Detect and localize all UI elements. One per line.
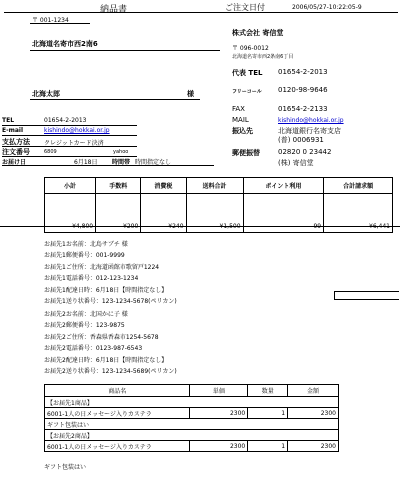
item-amount: 2300: [288, 441, 339, 452]
time-label: 時間帯: [112, 159, 131, 166]
summary-header: 小計: [45, 178, 96, 194]
item-qty: 1: [248, 408, 288, 419]
shipment-line: お届先2配達日時：6月18日【時間指定なし】: [44, 356, 168, 364]
company-tel: 01654-2-2013: [278, 68, 328, 76]
shipment-1: [44, 239, 177, 307]
payment-label: 支払方法: [2, 138, 30, 146]
order-date-value: 2006/05/27-10:22:05-9: [292, 4, 362, 11]
item-note: ギフト包装はい: [44, 464, 87, 471]
shipment-line: お届先1ご住所：北海道函館市歌留戸1224: [44, 263, 160, 271]
table-row: [45, 441, 339, 452]
items-table: [44, 384, 339, 452]
summary-value: ¥240: [141, 194, 186, 233]
items-note-row: [45, 419, 339, 430]
items-header: 数量: [248, 385, 288, 397]
mail-label: MAIL: [232, 116, 249, 124]
summary-value: ¥4,800: [45, 194, 96, 233]
company-mail-link[interactable]: kishindo@hokkai.or.jp: [278, 117, 344, 124]
freecall-number: 0120-98-9646: [278, 86, 328, 94]
delivery-underline: [2, 165, 214, 166]
customer-postal: 〒 001-1234: [32, 17, 69, 24]
customer-email-link[interactable]: kishindo@hokkai.or.jp: [44, 127, 110, 134]
shipment-line: お届先2郵便番号：123-9875: [44, 322, 125, 330]
shipment-line: お届先2お名前：北国かに子 様: [44, 311, 128, 318]
payment-method: クレジットカード決済: [44, 140, 104, 147]
company-address: 北海道名寄市西2条南6丁目: [232, 54, 294, 60]
items-header-row: [45, 385, 339, 397]
delivery-label: お届け日: [2, 159, 27, 166]
customer-name: 北海太郎: [32, 90, 60, 98]
item-note: ギフト包装はい: [45, 419, 339, 430]
shipment-line: お届先2ご住所：香森県香森市1254-5678: [44, 333, 159, 341]
address-underline: [30, 50, 220, 51]
summary-table: [44, 177, 393, 233]
postal-transfer-number: 02820 0 23442: [278, 148, 332, 156]
summary-value: -99: [243, 194, 324, 233]
postal-underline: [30, 23, 90, 24]
time-value: 時間指定なし: [135, 159, 172, 166]
item-qty: 1: [248, 441, 288, 452]
fax-label: FAX: [232, 105, 245, 113]
side-box: [334, 291, 399, 300]
company-name: 株式会社 寄信堂: [232, 29, 284, 37]
header-rule: [4, 12, 398, 13]
shipment-line: お届先1電話番号：012-123-1234: [44, 275, 139, 283]
item-price: 2300: [190, 408, 248, 419]
customer-tel: 01654-2-2013: [44, 117, 87, 124]
fax-number: 01654-2-2133: [278, 105, 328, 113]
tel-underline: [2, 125, 137, 126]
bank-name: 北海道銀行名寄支店: [278, 127, 341, 135]
items-section-row: [45, 397, 339, 408]
shipment-line: お届先2電話番号：0123-987-6543: [44, 345, 143, 353]
summary-value: ¥6,441: [324, 194, 393, 233]
document-title: 納品書: [100, 5, 128, 15]
shipment-line: お届先1お名前：北島サブチ 様: [44, 241, 128, 248]
item-name: 6001-1人の日メッセージ入りカステラ: [45, 441, 190, 452]
summary-value: ¥1,500: [186, 194, 243, 233]
tel-label: TEL: [2, 117, 15, 124]
email-label: E-mail: [2, 127, 24, 134]
summary-header-row: [45, 178, 393, 194]
delivery-date: 6月18日: [74, 159, 98, 166]
postal-transfer-name: (株) 寄信堂: [278, 159, 314, 167]
summary-value: ¥200: [96, 194, 141, 233]
freecall-label: フリーコール: [232, 89, 262, 95]
company-tel-label: 代表 TEL: [232, 69, 263, 77]
summary-header: 合計請求額: [324, 178, 393, 194]
customer-address: 北海道名寄市西2南6: [32, 40, 98, 48]
section-divider: [0, 226, 400, 227]
summary-header: ポイント利用: [243, 178, 324, 194]
items-header: 商品名: [45, 385, 190, 397]
items-section-label: 【お届先1商品】: [45, 397, 339, 408]
items-section-label: 【お届先2商品】: [45, 430, 339, 441]
shipment-line: お届先1配達日時：6月18日【時間指定なし】: [44, 286, 168, 294]
items-header: 金額: [288, 385, 339, 397]
item-price: 2300: [190, 441, 248, 452]
shipment-2: [44, 309, 177, 377]
item-amount: 2300: [288, 408, 339, 419]
shipment-line: お届先2送り状番号：123-1234-5689(ペリカン): [44, 368, 177, 376]
summary-header: 消費税: [141, 178, 186, 194]
order-source: yahoo: [113, 149, 129, 155]
order-no-label: 注文番号: [2, 148, 30, 156]
item-name: 6001-1人の日メッセージ入りカステラ: [45, 408, 190, 419]
honorific: 様: [187, 90, 194, 98]
email-underline: [2, 135, 137, 136]
company-postal: 〒 096-0012: [232, 45, 269, 52]
items-section-row: [45, 430, 339, 441]
summary-header: 送料合計: [186, 178, 243, 194]
shipment-line: お届先1郵便番号：001-9999: [44, 252, 125, 260]
postal-transfer-label: 郵便振替: [232, 149, 260, 157]
bank-label: 振込先: [232, 127, 253, 135]
table-row: [45, 408, 339, 419]
name-underline: [30, 99, 200, 100]
items-header: 単価: [190, 385, 248, 397]
order-date-label: ご注文日付: [225, 3, 265, 12]
bank-account: (普) 0006931: [278, 136, 324, 144]
summary-header: 手数料: [96, 178, 141, 194]
shipment-line: お届先1送り状番号：123-1234-5678(ペリカン): [44, 298, 177, 306]
order-number: 6809: [44, 149, 57, 155]
